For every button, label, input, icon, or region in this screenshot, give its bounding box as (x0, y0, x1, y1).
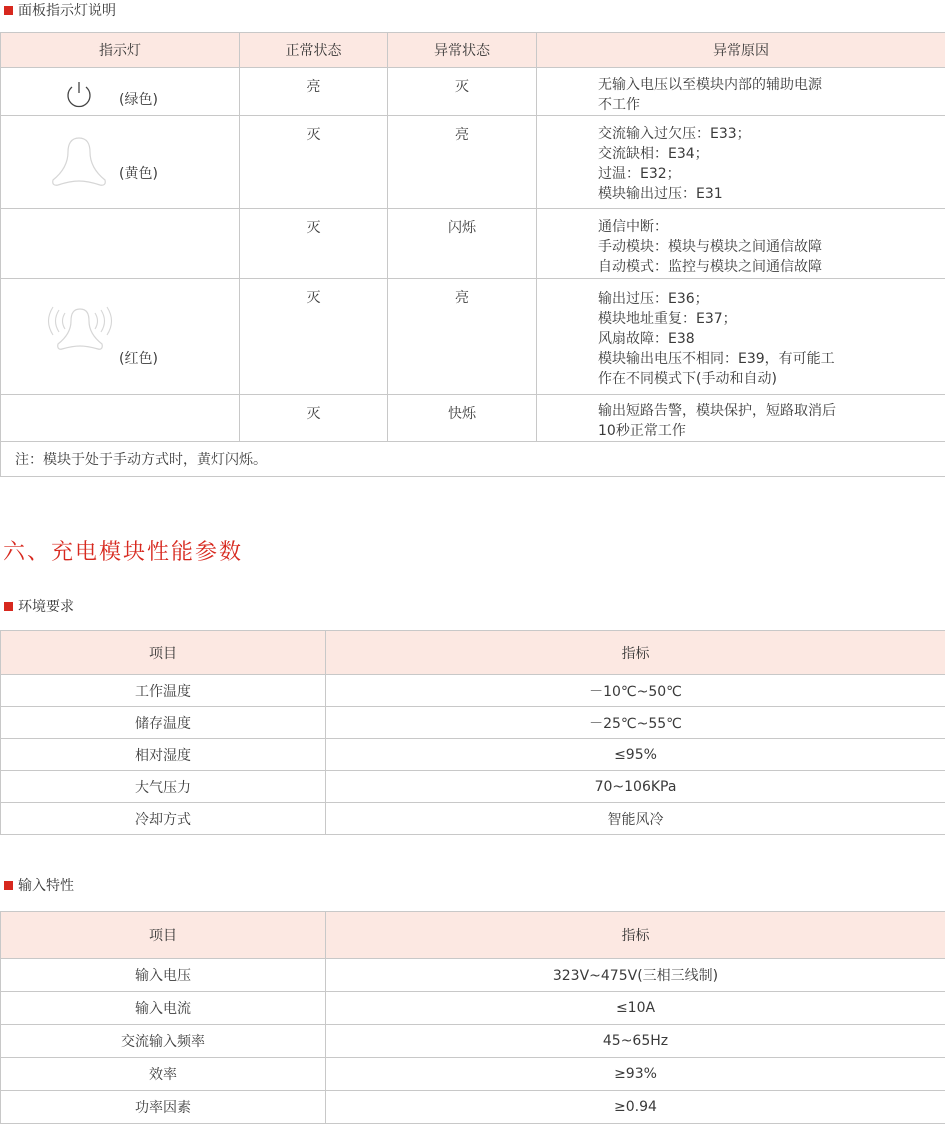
abnormal-state: 闪烁 (388, 209, 537, 279)
normal-state: 灭 (240, 116, 388, 209)
normal-state: 灭 (240, 395, 388, 442)
section-title: 面板指示灯说明 (18, 3, 116, 19)
abnormal-reason: 输出过压：E36； 模块地址重复：E37； 风扇故障：E38 模块输出电压不相同：E39，有可能工 作在不同模式下(手动和自动) (537, 279, 945, 395)
power-icon (63, 80, 95, 110)
table-header-row (1, 631, 945, 675)
item-cell: 冷却方式 (1, 803, 326, 835)
column-header: 项目 (1, 631, 326, 675)
normal-state: 灭 (240, 209, 388, 279)
indicator-color-label: (红色) (119, 351, 158, 367)
value-cell: ≤10A (326, 992, 945, 1025)
abnormal-reason: 无输入电压以至模块内部的辅助电源 不工作 (537, 68, 945, 116)
value-cell: －10℃~50℃ (326, 675, 945, 707)
indicator-cell (1, 279, 240, 395)
section-heading-panel (4, 0, 116, 20)
value-cell: 45~65Hz (326, 1025, 945, 1058)
item-cell: 大气压力 (1, 771, 326, 803)
table-row (1, 1025, 945, 1058)
table-row (1, 1091, 945, 1124)
item-cell: 工作温度 (1, 675, 326, 707)
item-cell: 功率因素 (1, 1091, 326, 1124)
table-row (1, 803, 945, 835)
column-header: 正常状态 (240, 33, 388, 68)
value-cell: －25℃~55℃ (326, 707, 945, 739)
abnormal-reason: 交流输入过欠压：E33； 交流缺相：E34； 过温：E32； 模块输出过压：E31 (537, 116, 945, 209)
abnormal-state: 灭 (388, 68, 537, 116)
item-cell: 交流输入频率 (1, 1025, 326, 1058)
normal-state: 亮 (240, 68, 388, 116)
abnormal-state: 快烁 (388, 395, 537, 442)
table-row (1, 959, 945, 992)
table-row (1, 395, 945, 442)
bell-icon (49, 134, 109, 198)
input-table (0, 911, 945, 1124)
section-six-title: 六、充电模块性能参数 (3, 540, 244, 565)
column-header: 指标 (326, 631, 945, 675)
indicator-color-label: (绿色) (119, 92, 158, 108)
item-cell: 输入电压 (1, 959, 326, 992)
value-cell: ≥0.94 (326, 1091, 945, 1124)
value-cell: ≥93% (326, 1058, 945, 1091)
item-cell: 储存温度 (1, 707, 326, 739)
table-row (1, 209, 945, 279)
value-cell: 智能风冷 (326, 803, 945, 835)
value-cell: 70~106KPa (326, 771, 945, 803)
indicator-cell (1, 209, 240, 279)
table-row (1, 68, 945, 116)
table-row (1, 771, 945, 803)
abnormal-state: 亮 (388, 116, 537, 209)
table-row (1, 1058, 945, 1091)
table-header-row (1, 912, 945, 959)
red-square-icon (4, 881, 13, 890)
column-header: 指示灯 (1, 33, 240, 68)
column-header: 异常状态 (388, 33, 537, 68)
value-cell: 323V~475V(三相三线制) (326, 959, 945, 992)
table-row (1, 707, 945, 739)
note-text: 注：模块于处于手动方式时，黄灯闪烁。 (1, 442, 945, 477)
abnormal-state: 亮 (388, 279, 537, 395)
table-row (1, 992, 945, 1025)
section-heading-env (4, 596, 74, 616)
table-row (1, 116, 945, 209)
item-cell: 相对湿度 (1, 739, 326, 771)
table-header-row (1, 33, 945, 68)
column-header: 异常原因 (537, 33, 945, 68)
indicator-cell (1, 68, 240, 116)
indicator-cell (1, 395, 240, 442)
section-title: 输入特性 (18, 878, 74, 894)
environment-table (0, 630, 945, 835)
table-row (1, 675, 945, 707)
indicator-cell (1, 116, 240, 209)
note-row (1, 442, 945, 477)
table-row (1, 739, 945, 771)
indicator-color-label: (黄色) (119, 166, 158, 182)
indicator-table (0, 32, 945, 477)
column-header: 项目 (1, 912, 326, 959)
red-square-icon (4, 6, 13, 15)
red-square-icon (4, 602, 13, 611)
value-cell: ≤95% (326, 739, 945, 771)
section-heading-input (4, 875, 74, 895)
abnormal-reason: 通信中断： 手动模块：模块与模块之间通信故障 自动模式：监控与模块之间通信故障 (537, 209, 945, 279)
item-cell: 效率 (1, 1058, 326, 1091)
normal-state: 灭 (240, 279, 388, 395)
alarm-bell-icon (43, 305, 117, 359)
abnormal-reason: 输出短路告警，模块保护，短路取消后 10秒正常工作 (537, 395, 945, 442)
table-row (1, 279, 945, 395)
section-title: 环境要求 (18, 599, 74, 615)
item-cell: 输入电流 (1, 992, 326, 1025)
column-header: 指标 (326, 912, 945, 959)
